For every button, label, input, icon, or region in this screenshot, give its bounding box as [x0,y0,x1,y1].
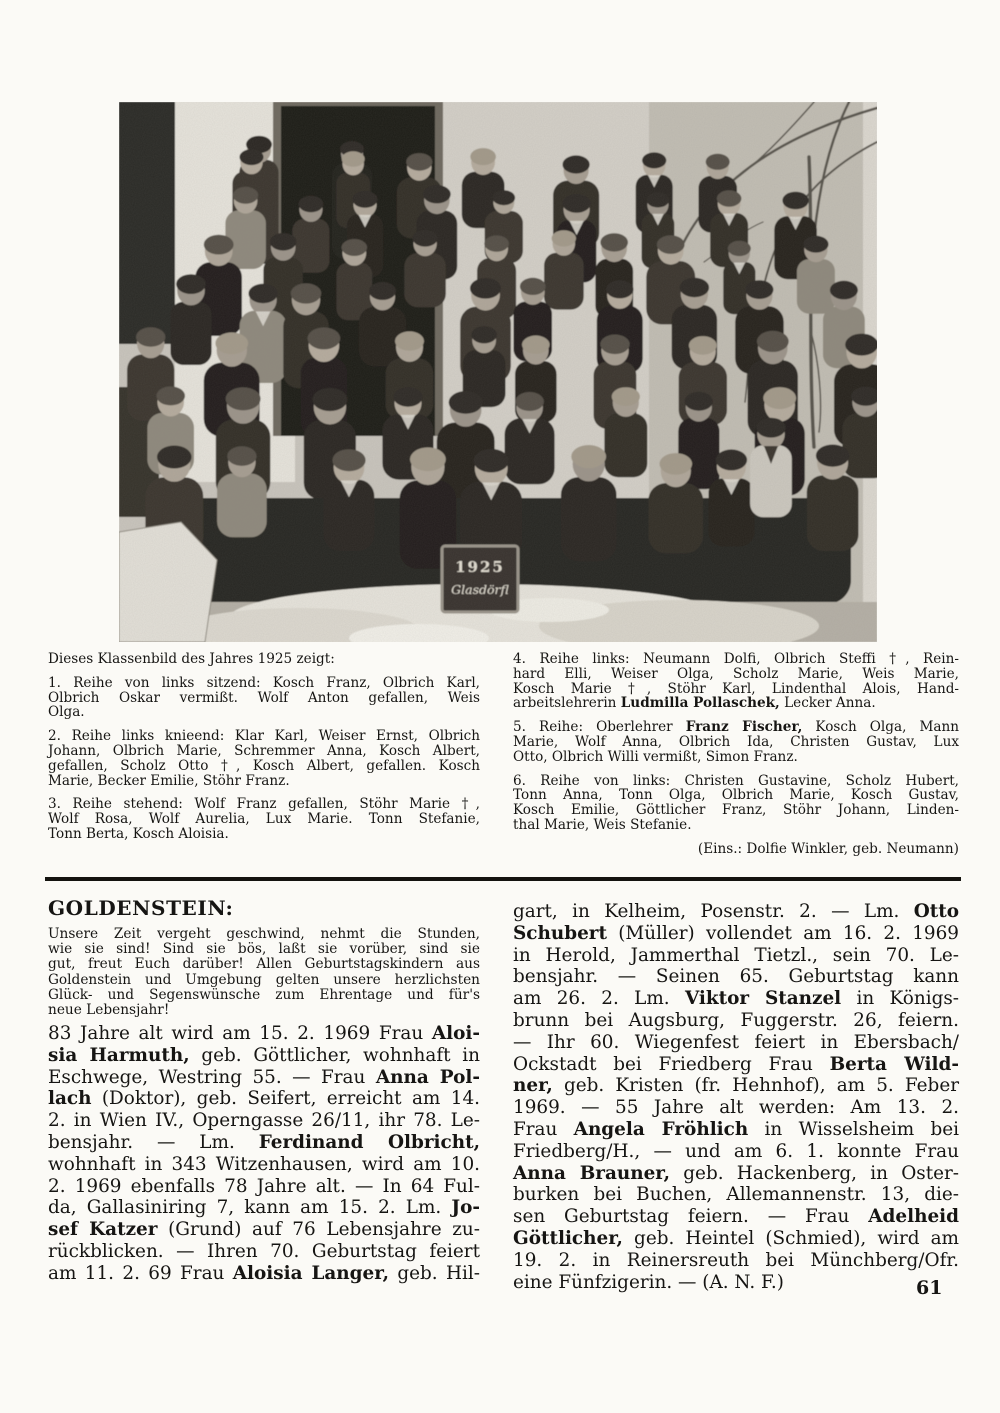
paragraph [48,729,480,788]
text-line: burken bei Buchen, Allemannenstr. 13, die- [513,1184,959,1206]
text-line: Marie, Becker Emilie, Stöhr Franz. [48,772,290,789]
text-line: hard Elli, Weiser Olga, Scholz Marie, Weis Marie, [513,665,959,682]
text-line: — Ihr 60. Wiegenfest feiert in Ebersbach/ [513,1031,959,1053]
section-heading: GOLDENSTEIN: [48,896,234,920]
text-line: Wolf Rosa, Wolf Aurelia, Lux Marie. Tonn Stefanie, [48,811,480,828]
text-line: sef Katzer (Grund) auf 76 Lebensjahre zu- [48,1219,480,1241]
paragraph [48,676,480,720]
text-line: (Eins.: Dolfie Winkler, geb. Neumann) [697,840,959,857]
text-line: 5. Reihe: Oberlehrer Franz Fischer, Kosch Olga, Mann [513,719,959,736]
slate-year: 1925 [455,558,505,576]
text-line: 2. 1969 ebenfalls 78 Jahre alt. — In 64 Ful- [48,1175,480,1197]
text-line: wohnhaft in 343 Witzenhausen, wird am 10. [48,1153,480,1175]
text-line: 1969. — 55 Jahre alt werden: Am 13. 2. [513,1097,959,1119]
page-number: 61 [916,1277,943,1299]
text-line: Unsere Zeit vergeht geschwind, nehmt die Stunden, [48,926,480,942]
text-line: 83 Jahre alt wird am 15. 2. 1969 Frau Aloi- [48,1023,480,1044]
text-line: ner, geb. Kristen (fr. Hehnhof), am 5. Feber [513,1075,959,1097]
text-line: rückblicken. — Ihren 70. Geburtstag feiert [48,1240,480,1262]
text-line: in Herold, Jammerthal Tietzl., sein 70. Le- [513,944,959,966]
text-line: Glück- und Segenswünsche zum Ehrentage und für's [48,986,480,1003]
text-line: Goldenstein und Umgebung gelten unsere herzlichsten [48,971,480,988]
paragraph [513,842,959,857]
text-line: Olbrich Oskar vermißt. Wolf Anton gefallen, Weis [48,689,480,706]
text-line: gefallen, Scholz Otto †, Kosch Albert, gefallen. Kosch [48,757,480,774]
text-line: Johann, Olbrich Marie, Schremmer Anna, Kosch Albert, [48,742,480,759]
class-photo [119,102,877,642]
section-divider [45,877,961,881]
text-line: Ockstadt bei Friedberg Frau Berta Wild- [513,1053,959,1075]
text-line: 4. Reihe links: Neumann Dolfi, Olbrich Steffi †, Rein- [513,651,959,667]
text-line: 2. Reihe links knieend: Klar Karl, Weiser Ernst, Olbrich [48,728,480,745]
text-line: wie sie sind! Sind sie bös, laßt sie vorüber, sind sie [48,941,480,958]
text-line: am 11. 2. 69 Frau Aloisia Langer, geb. Hil- [48,1262,480,1284]
text-line: Göttlicher, geb. Heintel (Schmied), wird am [513,1227,959,1249]
text-line: 3. Reihe stehend: Wolf Franz gefallen, Stöhr Marie †, [48,796,480,813]
paragraph [513,774,959,833]
goldenstein-intro [48,927,480,1018]
text-line: gart, in Kelheim, Posenstr. 2. — Lm. Otto [513,901,959,922]
paragraph [48,797,480,841]
text-line: Otto, Olbrich Willi vermißt, Simon Franz. [513,748,798,765]
text-line: brunn bei Augsburg, Fuggerstr. 26, feiern. [513,1009,959,1031]
text-line: Olga. [48,704,85,721]
text-line: Marie, Wolf Anna, Olbrich Ida, Christen Gustav, Lux [513,733,959,750]
text-line: bensjahr. — Seinen 65. Geburtstag kann [513,966,959,988]
text-line: neue Lebensjahr! [48,1002,170,1019]
photo-grain [119,102,877,642]
text-line: Kosch Marie †, Stöhr Karl, Lindenthal Alois, Hand- [513,680,959,697]
text-line: Schubert (Müller) vollendet am 16. 2. 1969 [513,922,959,944]
text-line: eine Fünfzigerin. — (A. N. F.) [513,1271,784,1293]
text-line: Kosch Emilie, Göttlicher Franz, Stöhr Johann, Linden- [513,802,959,819]
class-photo-svg [119,102,877,642]
paragraph [48,652,480,667]
paragraph [513,652,959,711]
text-line: am 26. 2. Lm. Viktor Stanzel in Königs- [513,988,959,1010]
text-line: Friedberg/H., — und am 6. 1. konnte Frau [513,1140,959,1162]
text-line: arbeitslehrerin Ludmilla Pollaschek, Lecker Anna. [513,695,876,712]
text-line: Eschwege, Westring 55. — Frau Anna Pol- [48,1066,480,1088]
text-line: Anna Brauner, geb. Hackenberg, in Oster- [513,1162,959,1184]
text-line: 2. in Wien IV., Operngasse 26/11, ihr 78. Le- [48,1110,480,1132]
slate-village: Glasdörfl [451,582,509,597]
text-line: bensjahr. — Lm. Ferdinand Olbricht, [48,1131,480,1153]
text-line: Tonn Berta, Kosch Aloisia. [48,825,229,842]
text-line: gut, freut Euch darüber! Allen Geburtstagskindern aus [48,956,480,973]
goldenstein-left-text [48,1023,480,1285]
text-line: 6. Reihe von links: Christen Gustavine, Scholz Hubert, [513,772,959,789]
text-line: da, Gallasiniring 7, kann am 15. 2. Lm. Jo- [48,1197,480,1219]
goldenstein-right-text [513,901,959,1293]
text-line: Tonn Anna, Tonn Olga, Olbrich Marie, Kosch Gustav, [513,787,959,804]
text-line: Frau Angela Fröhlich in Wisselsheim bei [513,1118,959,1140]
text-line: thal Marie, Weis Stefanie. [513,816,692,833]
paragraph [513,720,959,764]
text-line: 1. Reihe von links sitzend: Kosch Franz, Olbrich Karl, [48,674,480,691]
caption-right-column [513,652,959,866]
text-line: sia Harmuth, geb. Göttlicher, wohnhaft in [48,1044,480,1066]
text-line: 19. 2. in Reinersreuth bei Münchberg/Ofr. [513,1249,959,1271]
text-line: Dieses Klassenbild des Jahres 1925 zeigt: [48,651,335,667]
text-line: lach (Doktor), geb. Seifert, erreicht am 14. [48,1088,480,1110]
caption-left-column [48,652,480,851]
text-line: sen Geburtstag feiern. — Frau Adelheid [513,1206,959,1228]
